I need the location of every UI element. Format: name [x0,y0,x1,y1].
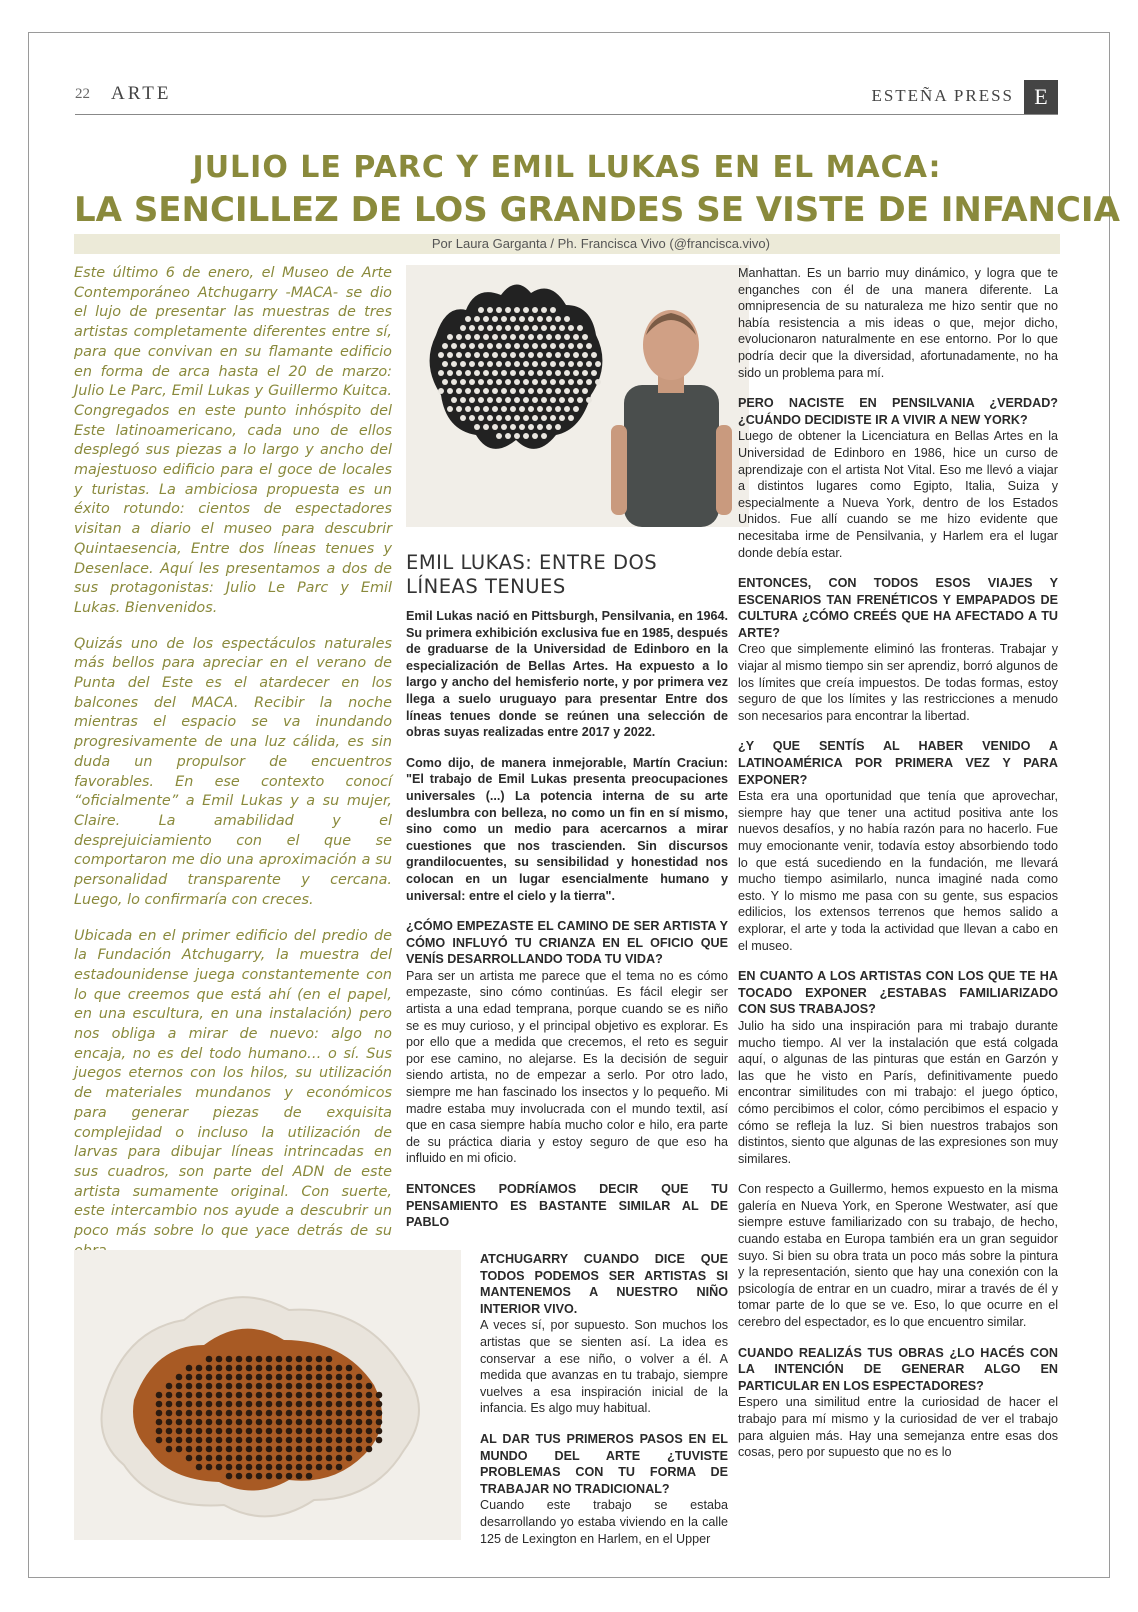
qa-block [738,968,1058,1167]
interview-question: CUANDO REALIZÁS TUS OBRAS ¿LO HACÉS CON LA INTENCIÓN DE GENERAR ALGO EN PARTICULAR EN LOS ESPECTADORES? [738,1345,1058,1393]
headline-line-2: LA SENCILLEZ DE LOS GRANDES SE VISTE DE INFANCIA [74,190,1120,230]
qa-block [480,1251,728,1417]
interview-question: AL DAR TUS PRIMEROS PASOS EN EL MUNDO DEL ARTE ¿TUVISTE PROBLEMAS CON TU FORMA DE TRABAJAR NO TRADICIONAL? [480,1431,728,1496]
interview-question: ENTONCES, CON TODOS ESOS VIAJES Y ESCENARIOS TAN FRENÉTICOS Y EMPAPADOS DE CULTURA ¿CÓMO CREÉS QUE HA AFECTADO A TU ARTE? [738,576,1058,640]
interview-question: PERO NACISTE EN PENSILVANIA ¿VERDAD? ¿CUÁNDO DECIDISTE IR A VIVIR A NEW YORK? [738,396,1058,427]
interview-answer: Esta era una oportunidad que tenía que aprovechar, siempre hay que tener una actitud positiva ante los nuevos desafíos, y no había razón para no hacerlo. Fue muy emocionante venir, todavía estoy absorbiendo todo lo que está sucediendo en la fundación, me llevará mucho tiempo asimilarlo, nunca imaginé nada como esto. Y lo mismo me pasa con su gente, sus espacios edilicios, los extensos terrenos que hemos salido a explorar, el arte y toda la actividad que llevan a cabo en el museo. [738,789,1058,953]
interview-answer: Cuando este trabajo se estaba desarrollando yo estaba viviendo en la calle 125 de Lexington en Harlem, en el Upper [480,1498,728,1546]
qa-block [406,918,728,1167]
interview-question: ENTONCES PODRÍAMOS DECIR QUE TU PENSAMIENTO ES BASTANTE SIMILAR AL DE PABLO [406,1182,728,1230]
interview-question: ¿Y QUE SENTÍS AL HABER VENIDO A LATINOAMÉRICA POR PRIMERA VEZ Y PARA EXPONER? [738,739,1058,787]
sculpture-photo [74,1250,461,1540]
intro-paragraph: Ubicada en el primer edificio del predio de la Fundación Atchugarry, la muestra del estadounidense juega constantemente con lo que creemos que está ahí (en el papel, en una escultura, en una instalación) pero nos obliga a mirar de nuevo: algo no encaja, no es del todo humano… o sí. Sus juegos eternos con los hilos, su utilización de materiales mundanos y económicos para generar piezas de exquisita complejidad o incluso la utilización de larvas para dibujar líneas intrincadas en sus cuadros, son parte del ADN de este artista sumamente original. Con suerte, este intercambio nos ayude a descubrir un poco más sobre lo que yace detrás de su [74,927,392,1240]
publication-name: ESTEÑA PRESS [871,86,1014,105]
qa-block [738,1345,1058,1461]
interview-answer: Espero una similitud entre la curiosidad de hacer el trabajo para mí mismo y la curiosidad de ver el trabajo para alguien más. Hay una semejanza entre esas dos cosas, pero por supuesto que no es lo [738,1395,1058,1460]
artist-portrait-image [406,265,749,527]
page-number: 22 [75,86,90,102]
intro-paragraph: Quizás uno de los espectáculos naturales más bellos para apreciar en el verano de Punta del Este es el atardecer en los balcones del MACA. Recibir la noche mientras el espacio se va inundando progresivamente de una luz cálida, es sin duda un propulsor de encuentros favorables. En ese contexto conocí “oficialmente” a Emil Lukas y a su mujer, Claire. La amabilidad y el desprejuiciamiento con el que se comportaron me dio una aproximación a su personalidad transparente y cercana. Luego, lo confirmaría con creces. [74,635,392,908]
interview-column-2b [480,1251,728,1561]
interview-column-3 [738,265,1058,1475]
section-subheading: EMIL LUKAS: ENTRE DOS LÍNEAS TENUES [406,551,658,598]
qa-block [738,575,1058,724]
interview-answer: Julio ha sido una inspiración para mi trabajo durante mucho tiempo. Al ver la instalación que está colgada aquí, o algunas de las pinturas que están en Garzón y las que he visto en París, definitivamente puedo encontrar similitudes con mi trabajo: el juego óptico, cómo percibimos el color, cómo percibimos el espacio y cómo se refleja la luz. Si bien nuestros trabajos son distintos, siento que algunas de las expresiones son muy similares. [738,1018,1058,1166]
interview-question: ¿CÓMO EMPEZASTE EL CAMINO DE SER ARTISTA Y CÓMO INFLUYÓ TU CRIANZA EN EL OFICIO QUE VENÍS DESARROLLANDO TODA TU VIDA? [406,919,728,967]
publication-logo: E [1024,80,1058,114]
continued-paragraph: Manhattan. Es un barrio muy dinámico, y logra que te enganches con él de una manera diferente. La omnipresencia de su naturaleza me hizo sentir que no había resistencia a mis ideas o que, mejor dicho, evolucionaron naturalmente en ese entorno. Por lo que podría decir que la diversidad, afortunadamente, no ha sido un problema para mí. [738,266,1058,380]
interview-question: ATCHUGARRY CUANDO DICE QUE TODOS PODEMOS SER ARTISTAS SI MANTENEMOS A NUESTRO NIÑO INTERIOR VIVO. [480,1252,728,1316]
sculpture-image [74,1250,461,1540]
artist-portrait-photo [406,265,749,527]
interview-column-2 [406,608,728,1231]
qa-block [738,738,1058,954]
interview-answer: Luego de obtener la Licenciatura en Bellas Artes en la Universidad de Edinboro en 1986, hice un curso de aprendizaje con el artista Not Vital. Eso me llevó a viajar a distintos lugares como Egipto, Italia, Suiza y especialmente a Nueva York, dentro de los Estados Unidos. Fue allí cuando se me hizo evidente que necesitaba irme de Pensilvania, y Harlem era el lugar donde debía estar. [738,429,1058,560]
interview-answer: Para ser un artista me parece que el tema no es cómo empezaste, sino cómo continúas. Es fácil elegir ser artista a una edad temprana, porque cuando se es niño se es muy curioso, y el principal objetivo es explorar. Es por ello que a medida que crecemos, el reto es seguir por ese camino, no alejarse. Es la decisión de seguir siendo artista, no de empezar a serlo. Por otro lado, siempre me han fascinado los insectos y lo pequeño. Mi madre estaba muy involucrada con el mundo textil, así que en casa siempre había mucho color e hilo, era parte de su práctica diaria y estoy seguro de que eso ha influido en mi oficio. [406,968,728,1166]
intro-paragraph: Este último 6 de enero, el Museo de Arte Contemporáneo Atchugarry -MACA- se dio el lujo de presentar las muestras de tres artistas completamente diferentes entre sí, para que convivan en su flamante edificio en forma de arca hasta el 20 de marzo: Julio Le Parc, Emil Lukas y Guillermo Kuitca. Congregados en este punto inhóspito del Este latinoamericano, cada uno de ellos desplegó sus piezas a lo largo y ancho del majestuoso edificio para el goce de locales y turistas. La ambiciosa propuesta es un éxito rotundo: cientos de espectadores visitan a diario el museo para descubrir Quintaesencia, Entre dos líneas tenues y Desenlace. Aquí les presentamos a dos de sus protagonistas: Julio Le Parc y Emil Lukas. Bienvenidos. [74,265,392,616]
page-header [75,80,1058,115]
interview-question: EN CUANTO A LOS ARTISTAS CON LOS QUE TE HA TOCADO EXPONER ¿ESTABAS FAMILIARIZADO CON SUS TRABAJOS? [738,969,1058,1017]
byline-bar [74,234,1060,254]
intro-column [74,264,392,1277]
qa-block [738,1181,1058,1330]
interview-answer: Con respecto a Guillermo, hemos expuesto en la misma galería en Nueva York, en Sperone Westwater, así que siempre estuve familiarizado con su trabajo, de hecho, cuando estaba en Europa también era un gran seguidor suyo. Si bien su obra trata un poco más sobre la pintura y la representación, siento que hay una conexión con la psicología de entrar en un cuadro, mirar a través de él y tomar parte de lo que se ve. Eso, lo que ocurre en el cerebro del espectador, es lo que encuentro similar. [738,1182,1058,1330]
section-title: ARTE [111,83,172,104]
qa-block [738,395,1058,561]
quote-paragraph: Como dijo, de manera inmejorable, Martín Craciun: "El trabajo de Emil Lukas presenta preocupaciones universales (...) La potencia interna de su arte deslumbra con belleza, no como un fin en sí mismo, sino como un medio para acercarnos a mirar cuestiones que nos trascienden. Sin discursos grandilocuentes, su sensibilidad y honestidad nos colocan en un lugar esencialmente humano y universal: entre el cielo y la tierra". [406,755,728,903]
headline-line-1: JULIO LE PARC Y EMIL LUKAS EN EL MACA: [192,150,942,185]
interview-answer: A veces sí, por supuesto. Son muchos los artistas que se sienten así. La idea es conservar a ese niño, o volver a él. A medida que avanzas en tu trabajo, siempre vuelves a esa inspiración inicial de la infancia. Es algo muy habitual. [480,1318,728,1416]
byline: Por Laura Garganta / Ph. Francisca Vivo (@francisca.vivo) [431,236,770,251]
qa-block [480,1431,728,1547]
interview-answer: Creo que simplemente eliminó las fronteras. Trabajar y viajar al mismo tiempo sin ser aprendiz, borró algunos de los límites que creía impuestos. De todas formas, estoy seguro de que los límites y las restricciones a menudo son necesarios para encontrar la libertad. [738,642,1058,723]
qa-block [406,1181,728,1231]
bio-paragraph: Emil Lukas nació en Pittsburgh, Pensilvania, en 1964. Su primera exhibición exclusiva fue en 1985, después de graduarse de la Universidad de Edinboro en la especialización de Bellas Artes. Ha expuesto a lo largo y ancho del hemisferio norte, y por primera vez llega a suelo uruguayo para presentar Entre dos líneas tenues donde se reúnen una selección de obras suyas realizadas entre 2017 y 2022. [406,609,728,740]
